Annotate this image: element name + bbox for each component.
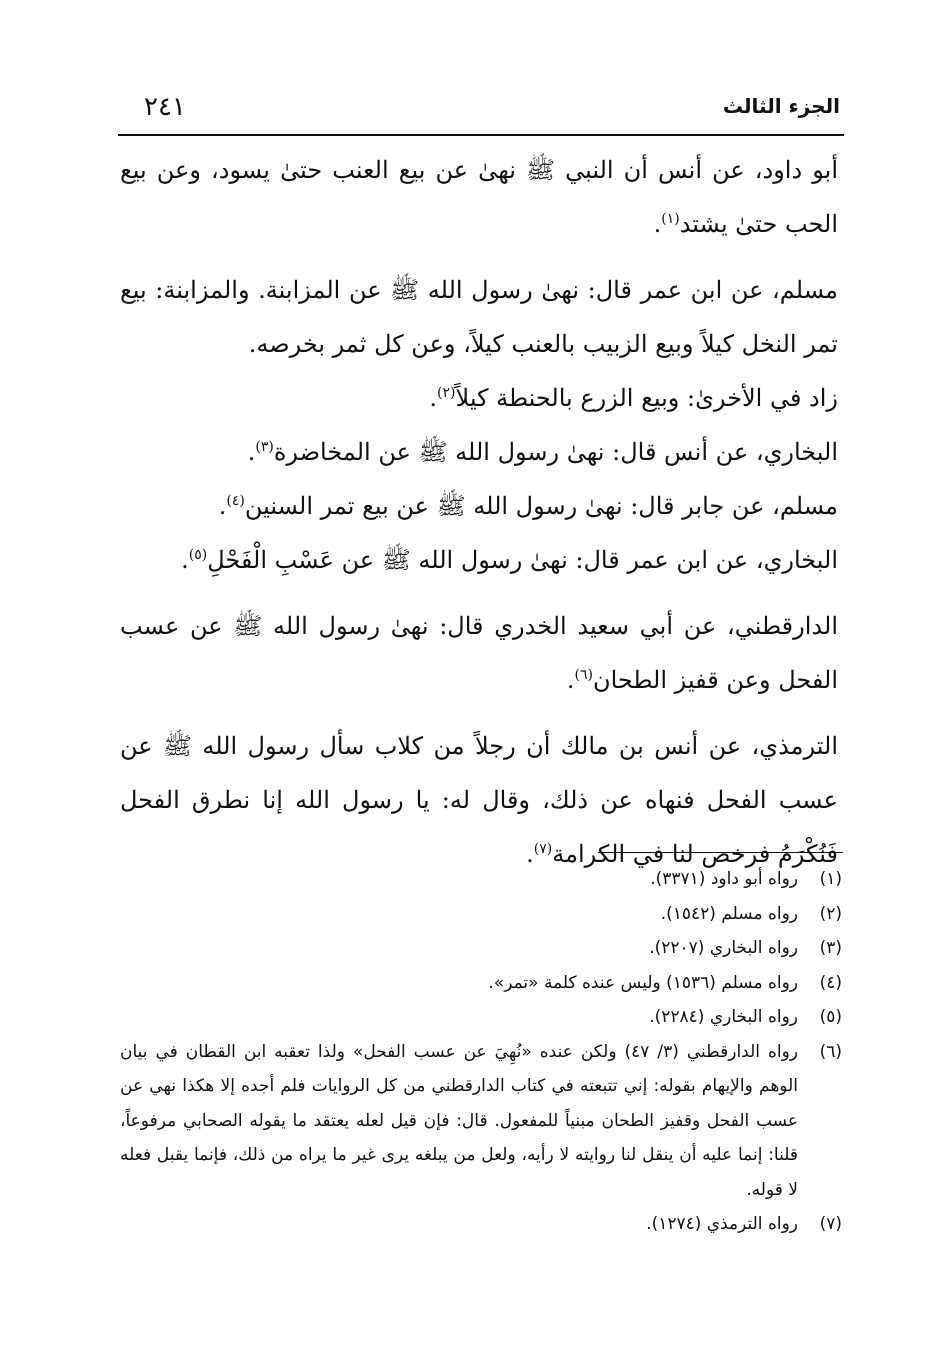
footnote-text: رواه أبو داود (٣٣٧١). [650,869,798,889]
footnote-ref: (٤) [226,493,245,509]
paragraph: أبو داود، عن أنس أن النبي ﷺ نهىٰ عن بيع العنب حتىٰ يسود، وعن بيع الحب حتىٰ يشتد$^{(١)}$. [120,156,838,238]
footnote-ref: (٢) [437,385,456,401]
footnote-ref: (٣) [255,439,274,455]
footnote [120,897,842,932]
footnote-ref: (٥) [188,547,208,563]
footnote-number: (٢) [819,903,842,924]
page-header [122,92,840,132]
footnote [120,1035,842,1208]
header-rule [118,134,844,136]
paragraph: مسلم، عن جابر قال: نهىٰ رسول الله ﷺ عن بيع تمر السنين$^{(٤)}$. [218,492,838,520]
footnote-ref: (٧) [533,841,553,857]
paragraph: البخاري، عن ابن عمر قال: نهىٰ رسول الله ﷺ عن عَسْبِ الْفَحْلِ$^{(٥)}$. [181,546,838,574]
footnote-number: (٥) [819,1007,842,1027]
footnote-text: رواه الترمذي (١٢٧٤). [646,1214,798,1234]
footnote-number: (٦) [819,1041,842,1062]
footnote-number: (٣) [819,938,842,958]
running-title: الجزء الثالث [722,94,840,118]
footnote-text: رواه مسلم (١٥٤٢). [660,903,798,924]
footnotes [120,862,842,1242]
footnote-rule [598,852,843,853]
paragraph: مسلم، عن ابن عمر قال: نهىٰ رسول الله ﷺ عن المزابنة. والمزابنة: بيع تمر النخل كيلاً وبيع الزبيب بالعنب كيلاً، وعن كل ثمر بخرصه. [120,276,838,358]
footnote-ref: (١) [661,211,680,227]
footnote [120,1000,842,1035]
footnote-ref: (٦) [574,667,593,683]
footnote-text: رواه مسلم (١٥٣٦) وليس عنده كلمة «تمر». [488,972,798,993]
paragraph: البخاري، عن أنس قال: نهىٰ رسول الله ﷺ عن المخاضرة$^{(٣)}$. [247,438,838,466]
footnote-text: رواه البخاري (٢٢٨٤). [649,1007,798,1027]
paragraph: زاد في الأخرىٰ: وبيع الزرع بالحنطة كيلاً$^{(٢)}$. [429,384,838,412]
footnote [120,966,842,1001]
footnote [120,931,842,966]
main-text [120,143,838,881]
footnote [120,862,842,897]
footnote-number: (٧) [819,1214,842,1234]
footnote [120,1207,842,1242]
footnote-text: رواه الدارقطني (٣/ ٤٧) ولكن عنده «نُهِيَ عن عسب الفحل» ولذا تعقبه ابن القطان في بيان الوهم والإيهام بقوله: إني تتبعته في كتاب الدارقطني من كل الروايات فلم أجده إلا هكذا نهي عن عسب الفحل وقفيز الطحان مبنياً للمفعول. قال: فإن قيل لعله يعتقد ما يقوله الصحابي مرفوعاً، قلنا: إنما عليه أن ينقل لنا روايته لا رأيه، ولعل من يبلغه يرى غير ما يراه من ذلك، فإنما يقبل فعله لا قوله. [120,1041,799,1200]
paragraph: الترمذي، عن أنس بن مالك أن رجلاً من كلاب سأل رسول الله ﷺ عن عسب الفحل فنهاه عن ذلك، وقال له: يا رسول الله إنا نطرق الفحل فَنُكْرَمُ فرخص لنا في الكرامة$^{(٧)}$. [120,732,838,868]
footnote-number: (١) [819,869,842,889]
paragraph: الدارقطني، عن أبي سعيد الخدري قال: نهىٰ رسول الله ﷺ عن عسب الفحل وعن قفيز الطحان$^{(٦)}$. [120,612,838,694]
footnote-number: (٤) [819,972,842,993]
footnote-text: رواه البخاري (٢٢٠٧). [649,938,798,958]
page-number: ٢٤١ [144,92,186,122]
